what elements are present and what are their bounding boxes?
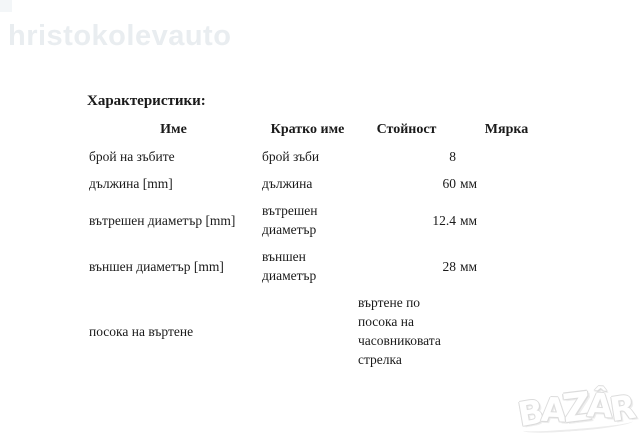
table-row <box>87 243 555 289</box>
table-row <box>87 143 555 170</box>
seller-watermark: hristokolevauto <box>8 20 232 52</box>
section-title: Характеристики: <box>87 93 206 109</box>
cell-unit <box>458 289 555 373</box>
cell-unit: мм <box>460 258 478 274</box>
header-name: Име <box>160 122 187 137</box>
characteristics-table-body <box>87 143 555 373</box>
cell-unit <box>458 143 555 170</box>
cell-name: брой на зъбите <box>89 149 175 164</box>
bazar-logo <box>515 382 637 435</box>
table-row <box>87 170 555 197</box>
cell-unit: мм <box>460 176 478 191</box>
characteristics-table <box>87 115 555 373</box>
cell-value: 8 <box>449 149 456 164</box>
cell-value: 12.4 <box>432 212 456 228</box>
cell-name: външен диаметър [mm] <box>89 258 224 274</box>
table-header-row <box>87 115 555 143</box>
cell-short-name <box>260 289 355 373</box>
cell-short-name: вътрешен диаметър <box>262 203 318 237</box>
cell-short-name: брой зъби <box>262 149 320 164</box>
cell-name: дължина [mm] <box>89 176 173 191</box>
cell-short-name: външен диаметър <box>262 249 317 283</box>
characteristics-section <box>87 93 562 373</box>
header-short-name: Кратко име <box>270 122 345 137</box>
cell-short-name: дължина <box>262 176 313 191</box>
cell-value: въртене по посока на часовниковата стрелка <box>358 295 441 367</box>
table-row <box>87 289 555 373</box>
bazar-logo-letter: B <box>515 391 545 435</box>
header-unit: Мярка <box>484 122 529 137</box>
cell-unit: мм <box>460 212 478 228</box>
bazar-logo-letter: R <box>607 386 637 430</box>
cell-value: 60 <box>442 176 456 191</box>
cell-value: 28 <box>442 258 456 274</box>
bazar-logo-letter: Z <box>560 382 592 432</box>
cell-name: вътрешен диаметър [mm] <box>89 212 236 228</box>
bazar-logo-letter: Â <box>586 385 612 426</box>
header-value: Стойност <box>376 122 437 137</box>
table-row <box>87 197 555 243</box>
cell-name: посока на въртене <box>89 323 194 339</box>
corner-artifact <box>0 0 12 12</box>
bazar-logo-letter: A <box>540 389 566 430</box>
